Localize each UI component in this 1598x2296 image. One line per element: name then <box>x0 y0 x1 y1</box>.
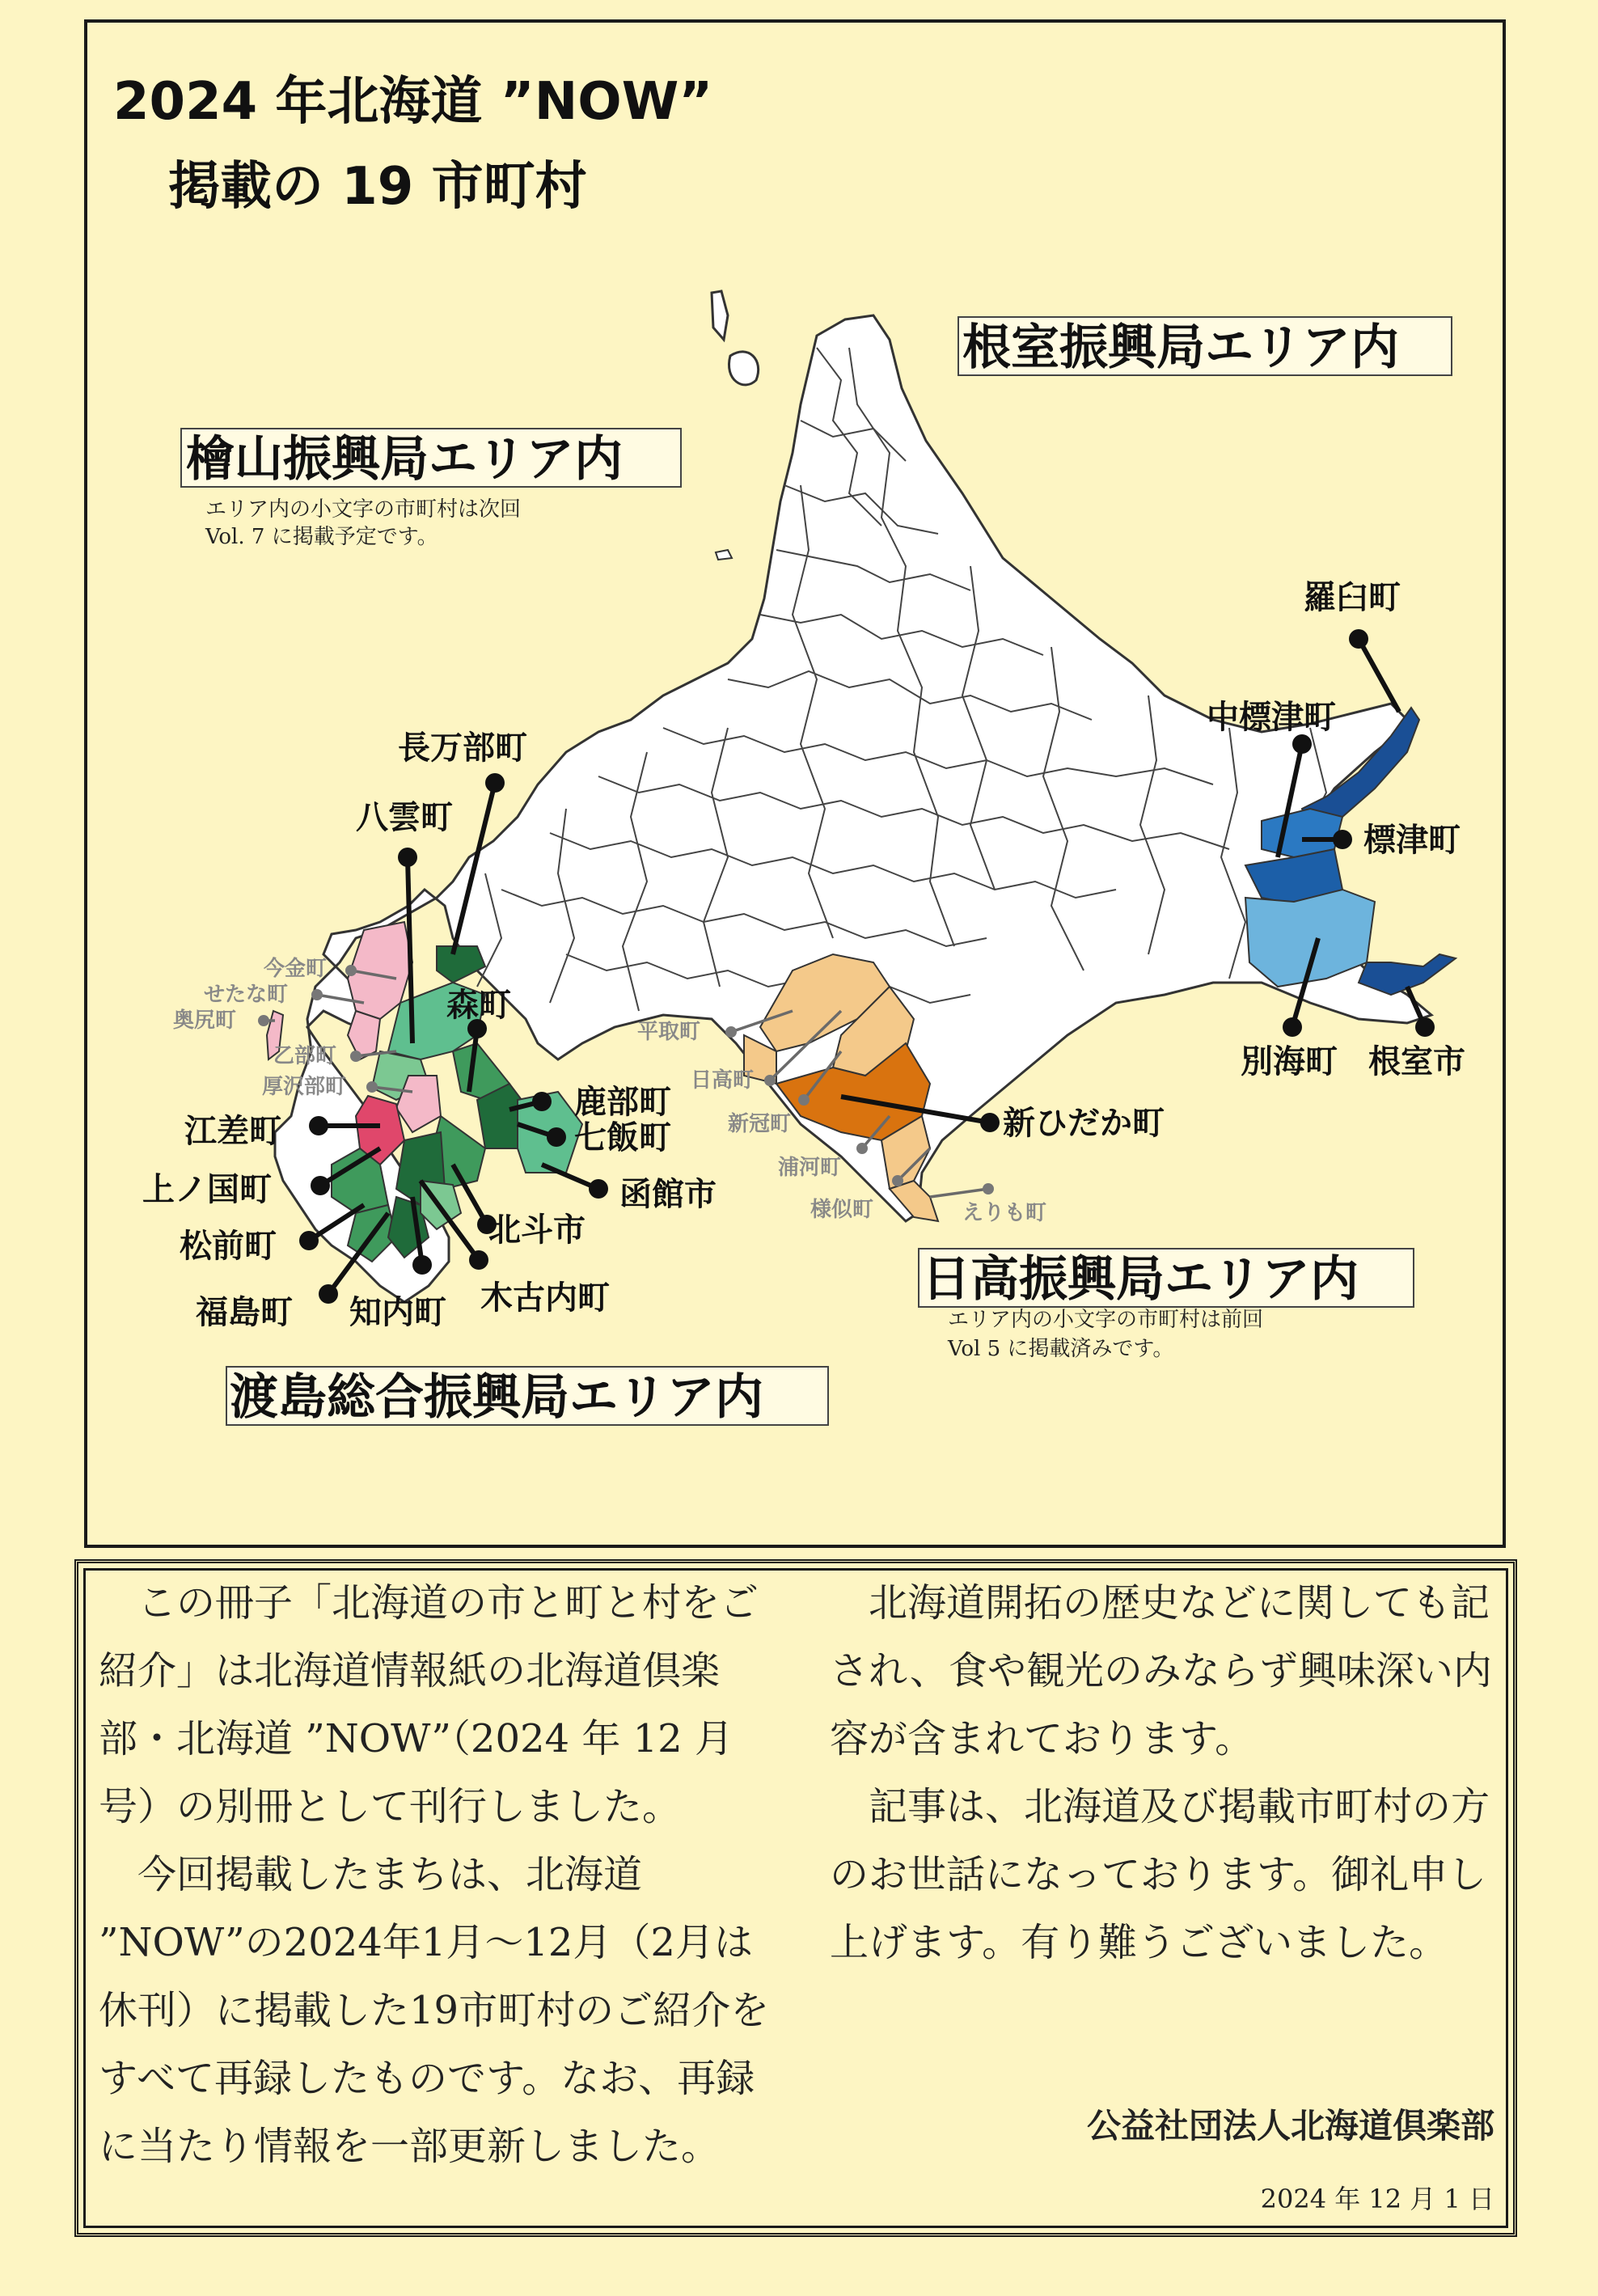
label-shikabe: 鹿部町 <box>574 1084 671 1121</box>
label-fukushima: 福島町 <box>196 1294 293 1331</box>
rebun-island <box>712 291 728 340</box>
label-biratori: 平取町 <box>637 1020 701 1044</box>
oshima-area-title: 渡島総合振興局エリア内 <box>230 1369 763 1426</box>
label-shinhidaka: 新ひだか町 <box>1003 1105 1165 1142</box>
body-right-column <box>830 1569 1509 1977</box>
label-hakodate: 函館市 <box>619 1176 717 1213</box>
label-hokuto: 北斗市 <box>488 1211 586 1249</box>
hiyama-area-title: 檜山振興局エリア内 <box>186 431 623 488</box>
label-kikonai: 木古内町 <box>480 1279 610 1317</box>
publisher-signature: 公益社団法人北海道倶楽部 <box>1086 2106 1494 2146</box>
label-esashi: 江差町 <box>184 1113 281 1150</box>
hidaka-area-title: 日高振興局エリア内 <box>922 1251 1359 1308</box>
body-right-paragraph-2: 記事は、北海道及び掲載市町村の方のお世話になっております。御礼申し上げます。有り難うございました。 <box>830 1784 1490 1965</box>
label-erimo: えりも町 <box>962 1201 1047 1225</box>
body-left-paragraph-2: 今回掲載したまちは、北海道 ”NOW”の2024年1月～12月（2月は休刊）に掲載した19市町村のご紹介をすべて再録したものです。なお、再録に当たり情報を一部更新しました。 <box>99 1852 770 2169</box>
teuri-island <box>716 550 732 560</box>
label-okushiri: 奥尻町 <box>173 1008 237 1033</box>
publication-date: 2024 年 12 月 1 日 <box>1260 2184 1494 2214</box>
label-kaminokuni: 上ノ国町 <box>142 1171 272 1208</box>
label-matsumae: 松前町 <box>180 1228 277 1265</box>
map-title-line-1: 2024 年北海道 ”NOW” <box>113 72 713 132</box>
hiyama-area-note-1: エリア内の小文字の市町村は次回 <box>205 497 522 522</box>
label-mori: 森町 <box>446 987 511 1024</box>
label-betsukai: 別海町 <box>1241 1043 1338 1080</box>
nemuro-area-title: 根室振興局エリア内 <box>962 319 1399 376</box>
body-left-column <box>99 1569 778 2180</box>
rishiri-island <box>729 352 758 385</box>
label-hidaka-town: 日高町 <box>691 1068 755 1093</box>
hiyama-area-note-2: Vol. 7 に掲載予定です。 <box>205 525 438 549</box>
map-title <box>113 71 712 218</box>
label-setana: せたな町 <box>204 983 289 1007</box>
label-nemuro-city: 根室市 <box>1368 1043 1465 1080</box>
hidaka-area-note-1: エリア内の小文字の市町村は前回 <box>948 1308 1264 1332</box>
label-oshamambe: 長万部町 <box>398 729 527 767</box>
label-urakawa: 浦河町 <box>778 1156 842 1180</box>
label-shiriuchi: 知内町 <box>349 1294 446 1331</box>
body-left-paragraph-1: この冊子「北海道の市と町と村をご紹介」は北海道情報紙の北海道倶楽部・北海道 ”NOW”（2024 年 12 月号）の別冊として刊行しました。 <box>99 1580 759 1829</box>
hidaka-area-note-2: Vol 5 に掲載済みです。 <box>948 1337 1174 1361</box>
label-imakane: 今金町 <box>264 957 328 981</box>
map-title-line-2: 掲載の 19 市町村 <box>168 156 587 217</box>
label-nakashibetsu: 中標津町 <box>1207 699 1336 736</box>
label-niikappu: 新冠町 <box>728 1112 792 1136</box>
label-nanae: 七飯町 <box>574 1119 671 1156</box>
label-yakumo: 八雲町 <box>356 799 453 836</box>
label-assabu: 厚沢部町 <box>262 1075 347 1099</box>
label-shibetsu: 標津町 <box>1363 822 1461 859</box>
label-samani: 様似町 <box>810 1198 874 1222</box>
label-rausu: 羅臼町 <box>1304 579 1401 616</box>
label-otobe: 乙部町 <box>273 1044 337 1068</box>
body-right-paragraph-1: 北海道開拓の歴史などに関しても記され、食や観光のみならず興味深い内容が含まれております。 <box>830 1580 1492 1761</box>
